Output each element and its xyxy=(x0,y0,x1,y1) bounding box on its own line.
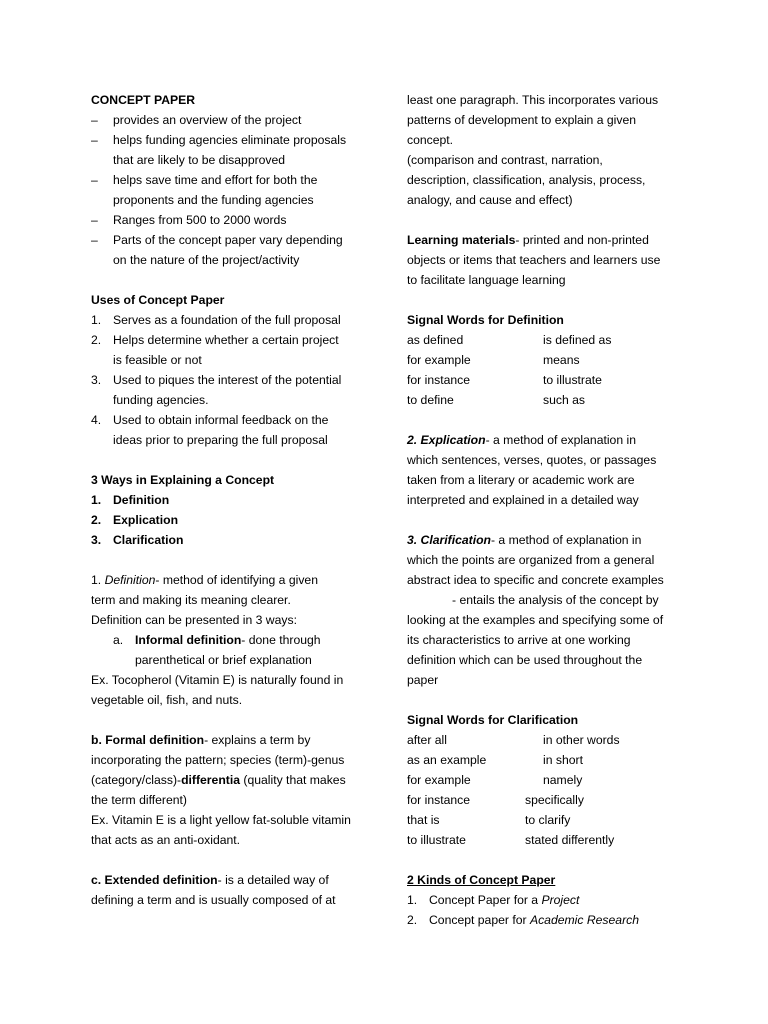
signal-words-clarification-heading: Signal Words for Clarification xyxy=(407,713,579,727)
kinds-emphasis: Project xyxy=(541,893,580,907)
differentia-term: differentia xyxy=(181,773,240,787)
kinds-emphasis: Academic Research xyxy=(529,913,640,927)
kinds-heading: 2 Kinds of Concept Paper xyxy=(407,873,556,887)
dash-marker: – xyxy=(91,133,98,147)
spacer xyxy=(407,410,682,430)
continued-text: (comparison and contrast, narration, xyxy=(407,153,603,167)
ways-label: Definition xyxy=(113,493,170,507)
signal-word: to clarify xyxy=(525,813,571,827)
signal-word-row xyxy=(407,370,682,390)
spacer xyxy=(91,450,371,470)
explication-term: 2. Explication xyxy=(407,433,486,447)
continued-text: description, classification, analysis, process, xyxy=(407,173,646,187)
uses-item xyxy=(91,410,371,430)
uses-text: Serves as a foundation of the full proposal xyxy=(113,313,341,327)
dash-marker: – xyxy=(91,233,98,247)
clarification-text: - a method of explanation in xyxy=(490,533,642,547)
signal-word: such as xyxy=(543,393,586,407)
signal-word-row xyxy=(407,830,682,850)
clarification-text: looking at the examples and specifying some of xyxy=(407,613,664,627)
signal-word: that is xyxy=(407,813,440,827)
spacer xyxy=(91,850,371,870)
letter-marker: a. xyxy=(113,633,124,647)
right-column xyxy=(407,90,682,930)
dash-marker: – xyxy=(91,173,98,187)
uses-item xyxy=(91,310,371,330)
number-marker: 2. xyxy=(91,513,102,527)
spacer xyxy=(407,290,682,310)
learning-materials xyxy=(407,230,682,250)
kinds-text: Concept Paper for a xyxy=(429,893,542,907)
learning-materials-term: Learning materials xyxy=(407,233,516,247)
ways-label: Explication xyxy=(113,513,179,527)
formal-text: (quality that makes xyxy=(240,773,346,787)
signal-word: to illustrate xyxy=(543,373,602,387)
kinds-item xyxy=(407,890,682,910)
signal-word-row xyxy=(407,390,682,410)
overview-item xyxy=(91,210,371,230)
clarification-term: 3. Clarification xyxy=(407,533,491,547)
signal-word-row xyxy=(407,330,682,350)
number-marker: 3. xyxy=(91,533,102,547)
number-marker: 1. xyxy=(91,313,102,327)
number-marker: 2. xyxy=(407,913,418,927)
spacer xyxy=(91,550,371,570)
formal-text: the term different) xyxy=(91,793,187,807)
learning-materials-text: - printed and non-printed xyxy=(515,233,649,247)
extended-term: c. Extended definition xyxy=(91,873,218,887)
signal-word: in short xyxy=(543,753,583,767)
signal-word-row xyxy=(407,770,682,790)
definition-text: - method of identifying a given xyxy=(155,573,318,587)
uses-text: ideas prior to preparing the full proposal xyxy=(113,433,328,447)
explication-text: which sentences, verses, quotes, or passages xyxy=(407,453,657,467)
number-marker: 3. xyxy=(91,373,102,387)
uses-item xyxy=(91,330,371,350)
dash-marker: – xyxy=(91,113,98,127)
signal-word: for example xyxy=(407,353,471,367)
example-text: that acts as an anti-oxidant. xyxy=(91,833,241,847)
signal-word: to define xyxy=(407,393,454,407)
uses-heading: Uses of Concept Paper xyxy=(91,293,225,307)
definition-text: Definition can be presented in 3 ways: xyxy=(91,613,297,627)
explication-text: taken from a literary or academic work are xyxy=(407,473,635,487)
ways-item xyxy=(91,510,371,530)
informal-text: - done through xyxy=(241,633,321,647)
left-column xyxy=(91,90,371,910)
overview-text: Ranges from 500 to 2000 words xyxy=(113,213,287,227)
formal-text: (category/class)- xyxy=(91,773,182,787)
overview-text: provides an overview of the project xyxy=(113,113,302,127)
clarification-text: definition which can be used throughout the xyxy=(407,653,643,667)
spacer xyxy=(407,210,682,230)
spacer xyxy=(91,710,371,730)
ways-item xyxy=(91,530,371,550)
signal-word: for example xyxy=(407,773,471,787)
clarification-para xyxy=(407,530,682,550)
extended-text: - is a detailed way of xyxy=(217,873,329,887)
spacer xyxy=(407,510,682,530)
overview-item xyxy=(91,170,371,190)
signal-word: for instance xyxy=(407,373,471,387)
signal-word: to illustrate xyxy=(407,833,466,847)
ways-item xyxy=(91,490,371,510)
overview-text: on the nature of the project/activity xyxy=(113,253,300,267)
uses-item xyxy=(91,370,371,390)
signal-words-definition-heading: Signal Words for Definition xyxy=(407,313,564,327)
signal-word: stated differently xyxy=(525,833,615,847)
continued-text: analogy, and cause and effect) xyxy=(407,193,573,207)
signal-word: after all xyxy=(407,733,447,747)
signal-word: in other words xyxy=(543,733,620,747)
continued-text: patterns of development to explain a given xyxy=(407,113,637,127)
signal-word-row xyxy=(407,790,682,810)
formal-term: b. Formal definition xyxy=(91,733,205,747)
kinds-item xyxy=(407,910,682,930)
informal-text: parenthetical or brief explanation xyxy=(135,653,312,667)
clarification-text: paper xyxy=(407,673,439,687)
clarification-text: which the points are organized from a general xyxy=(407,553,655,567)
signal-word: as defined xyxy=(407,333,464,347)
clarification-text: its characteristics to arrive at one working xyxy=(407,633,631,647)
kinds-text: Concept paper for xyxy=(429,913,530,927)
number-marker: 4. xyxy=(91,413,102,427)
overview-text: Parts of the concept paper vary depending xyxy=(113,233,343,247)
uses-text: Used to obtain informal feedback on the xyxy=(113,413,329,427)
overview-item xyxy=(91,130,371,150)
definition-para xyxy=(91,570,371,590)
signal-word: for instance xyxy=(407,793,471,807)
signal-word: as an example xyxy=(407,753,487,767)
extended-text: defining a term and is usually composed of at xyxy=(91,893,336,907)
clarification-text: - entails the analysis of the concept by xyxy=(452,593,659,607)
uses-text: funding agencies. xyxy=(113,393,209,407)
overview-item xyxy=(91,230,371,250)
example-text: Ex. Vitamin E is a light yellow fat-soluble vitamin xyxy=(91,813,351,827)
formal-text: - explains a term by xyxy=(204,733,311,747)
example-text: Ex. Tocopherol (Vitamin E) is naturally found in xyxy=(91,673,344,687)
learning-materials-text: objects or items that teachers and learners use xyxy=(407,253,661,267)
clarification-text: abstract idea to specific and concrete examples xyxy=(407,573,664,587)
example-text: vegetable oil, fish, and nuts. xyxy=(91,693,243,707)
signal-word-row xyxy=(407,730,682,750)
definition-text: term and making its meaning clearer. xyxy=(91,593,291,607)
overview-item xyxy=(91,110,371,130)
explication-para xyxy=(407,430,682,450)
learning-materials-text: to facilitate language learning xyxy=(407,273,566,287)
signal-word: namely xyxy=(543,773,583,787)
formal-definition xyxy=(91,730,371,750)
overview-text: that are likely to be disapproved xyxy=(113,153,286,167)
explication-text: - a method of explanation in xyxy=(485,433,636,447)
number-marker: 1. xyxy=(407,893,418,907)
signal-word: specifically xyxy=(525,793,584,807)
formal-text: incorporating the pattern; species (term)-genus xyxy=(91,753,345,767)
number-marker: 2. xyxy=(91,333,102,347)
definition-num: 1. xyxy=(91,573,102,587)
signal-word: is defined as xyxy=(543,333,612,347)
uses-text: Helps determine whether a certain project xyxy=(113,333,339,347)
overview-text: proponents and the funding agencies xyxy=(113,193,314,207)
continued-text: least one paragraph. This incorporates various xyxy=(407,93,659,107)
overview-text: helps save time and effort for both the xyxy=(113,173,318,187)
signal-word-row xyxy=(407,350,682,370)
overview-text: helps funding agencies eliminate proposals xyxy=(113,133,347,147)
informal-definition xyxy=(91,630,371,650)
spacer xyxy=(407,850,682,870)
spacer xyxy=(407,690,682,710)
number-marker: 1. xyxy=(91,493,102,507)
extended-definition xyxy=(91,870,371,890)
informal-term: Informal definition xyxy=(135,633,242,647)
formal-text-line xyxy=(91,770,371,790)
page-title: CONCEPT PAPER xyxy=(91,93,196,107)
dash-marker: – xyxy=(91,213,98,227)
ways-label: Clarification xyxy=(113,533,184,547)
explication-text: interpreted and explained in a detailed way xyxy=(407,493,639,507)
ways-heading: 3 Ways in Explaining a Concept xyxy=(91,473,275,487)
uses-text: is feasible or not xyxy=(113,353,202,367)
continued-text: concept. xyxy=(407,133,454,147)
signal-word-row xyxy=(407,750,682,770)
spacer xyxy=(91,270,371,290)
signal-word-row xyxy=(407,810,682,830)
uses-text: Used to piques the interest of the potential xyxy=(113,373,342,387)
signal-word: means xyxy=(543,353,580,367)
definition-term: Definition xyxy=(104,573,156,587)
